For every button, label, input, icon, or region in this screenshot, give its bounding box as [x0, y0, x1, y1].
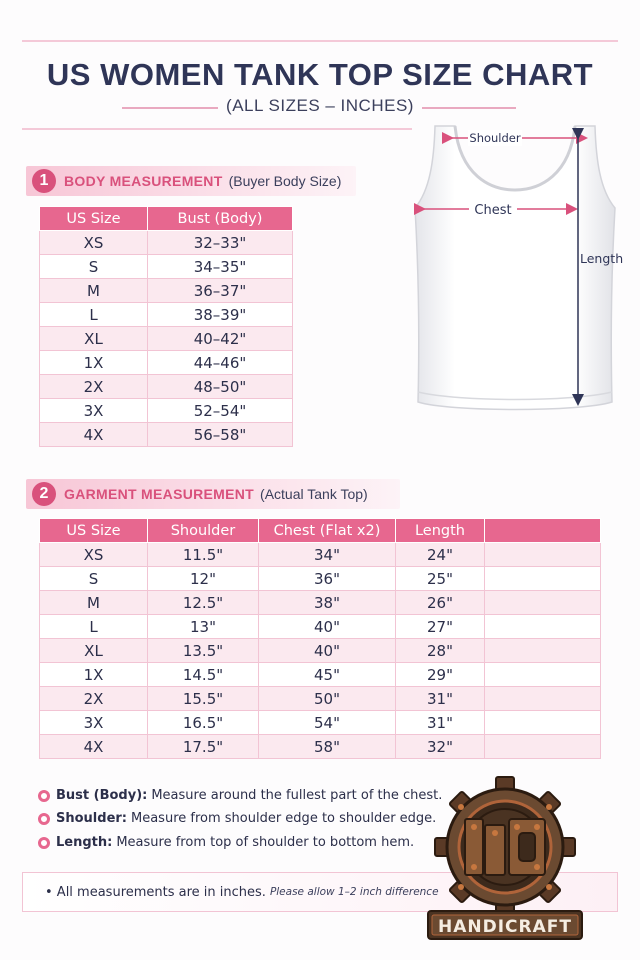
section-number-badge: 2 [32, 482, 56, 506]
size-cell: S [40, 255, 148, 279]
table-row [40, 543, 601, 567]
shoulder-label: Shoulder [469, 131, 521, 145]
garment-measurement-banner [26, 479, 400, 509]
bullet-ring-icon [38, 813, 50, 825]
section-title: GARMENT MEASUREMENT [64, 486, 255, 502]
measurement-cell: 11.5" [148, 543, 259, 567]
measurement-cell: 32" [396, 735, 485, 759]
measurement-cell: 31" [396, 711, 485, 735]
note-length [38, 835, 414, 850]
size-cell: 1X [40, 663, 148, 687]
measurement-cell: 26" [396, 591, 485, 615]
size-cell: 3X [40, 399, 148, 423]
table-row [40, 279, 293, 303]
note-text: Measure around the fullest part of the chest. [151, 788, 443, 803]
length-label: Length [580, 251, 624, 266]
body-measurement-banner [26, 166, 356, 196]
size-cell: 4X [40, 735, 148, 759]
note-text: Measure from top of shoulder to bottom hem. [116, 835, 415, 850]
measurement-cell: 14.5" [148, 663, 259, 687]
tank-top-diagram [400, 120, 630, 420]
size-cell: 3X [40, 711, 148, 735]
gear-logo-icon [420, 775, 590, 950]
column-header: Bust (Body) [148, 207, 293, 231]
measurement-cell: 58" [259, 735, 396, 759]
footer-main-text: • All measurements are in inches. [45, 884, 266, 900]
measurement-cell: 16.5" [148, 711, 259, 735]
measurement-cell: 34" [259, 543, 396, 567]
table-row [40, 255, 293, 279]
measurement-cell: 13" [148, 615, 259, 639]
table-row [40, 303, 293, 327]
table-row [40, 615, 601, 639]
column-header: Length [396, 519, 485, 543]
size-cell: M [40, 279, 148, 303]
handicraft-logo [420, 775, 590, 950]
section-number-badge: 1 [32, 169, 56, 193]
table-row [40, 735, 601, 759]
table-row [40, 399, 293, 423]
note-term: Bust (Body): [56, 788, 148, 803]
measurement-cell: 13.5" [148, 639, 259, 663]
column-header: US Size [40, 207, 148, 231]
measurement-cell [485, 567, 601, 591]
table-row [40, 327, 293, 351]
measurement-cell: 40–42" [148, 327, 293, 351]
size-cell: S [40, 567, 148, 591]
footer-sub-text: Please allow 1–2 inch difference [269, 886, 439, 898]
garment-measurement-table [39, 518, 601, 759]
measurement-cell: 44–46" [148, 351, 293, 375]
measurement-cell [485, 663, 601, 687]
table-row [40, 639, 601, 663]
note-text: Measure from shoulder edge to shoulder edge. [131, 811, 437, 826]
measurement-cell: 45" [259, 663, 396, 687]
measurement-cell: 17.5" [148, 735, 259, 759]
size-cell: L [40, 615, 148, 639]
note-shoulder [38, 811, 436, 826]
measurement-cell: 54" [259, 711, 396, 735]
size-cell: 2X [40, 375, 148, 399]
measurement-cell: 38–39" [148, 303, 293, 327]
column-header: US Size [40, 519, 148, 543]
measurement-cell: 50" [259, 687, 396, 711]
column-header: Chest (Flat x2) [259, 519, 396, 543]
size-cell: 2X [40, 687, 148, 711]
measurement-cell: 40" [259, 639, 396, 663]
note-bust [38, 788, 442, 803]
measurement-cell: 34–35" [148, 255, 293, 279]
tank-top-illustration [400, 120, 630, 420]
bullet-ring-icon [38, 837, 50, 849]
note-term: Length: [56, 835, 113, 850]
column-header: Shoulder [148, 519, 259, 543]
section-title: BODY MEASUREMENT [64, 173, 223, 189]
section-subtitle: (Buyer Body Size) [228, 173, 342, 189]
size-cell: XL [40, 639, 148, 663]
measurement-cell: 40" [259, 615, 396, 639]
section-subtitle: (Actual Tank Top) [260, 486, 368, 502]
size-cell: XS [40, 231, 148, 255]
measurement-cell: 56–58" [148, 423, 293, 447]
page-title: US WOMEN TANK TOP SIZE CHART [46, 57, 594, 92]
measurement-cell: 27" [396, 615, 485, 639]
size-cell: M [40, 591, 148, 615]
table-row [40, 375, 293, 399]
size-cell: XL [40, 327, 148, 351]
measurement-cell: 48–50" [148, 375, 293, 399]
measurement-cell: 24" [396, 543, 485, 567]
measurement-cell: 25" [396, 567, 485, 591]
measurement-cell [485, 687, 601, 711]
bullet-ring-icon [38, 790, 50, 802]
logo-text: HANDICRAFT [438, 917, 572, 937]
measurement-cell: 36" [259, 567, 396, 591]
measurement-cell: 38" [259, 591, 396, 615]
body-measurement-table [39, 206, 293, 447]
measurement-cell: 12" [148, 567, 259, 591]
table-row [40, 351, 293, 375]
measurement-cell [485, 735, 601, 759]
table-row [40, 663, 601, 687]
measurement-cell: 36–37" [148, 279, 293, 303]
measurement-cell: 12.5" [148, 591, 259, 615]
page-subtitle: (ALL SIZES – INCHES) [218, 96, 422, 116]
table-row [40, 423, 293, 447]
chest-label: Chest [474, 203, 512, 218]
measurement-cell: 52–54" [148, 399, 293, 423]
table-header-row [40, 207, 293, 231]
measurement-cell: 31" [396, 687, 485, 711]
table-row [40, 231, 293, 255]
measurement-cell [485, 711, 601, 735]
table-header-row [40, 519, 601, 543]
measurement-cell: 15.5" [148, 687, 259, 711]
measurement-cell: 29" [396, 663, 485, 687]
table-row [40, 711, 601, 735]
size-cell: L [40, 303, 148, 327]
size-cell: XS [40, 543, 148, 567]
size-cell: 4X [40, 423, 148, 447]
column-header [485, 519, 601, 543]
measurement-cell: 28" [396, 639, 485, 663]
size-cell: 1X [40, 351, 148, 375]
note-term: Shoulder: [56, 811, 127, 826]
measurement-cell [485, 591, 601, 615]
table-row [40, 567, 601, 591]
table-row [40, 591, 601, 615]
measurement-cell [485, 639, 601, 663]
top-rule [22, 40, 618, 42]
measurement-cell [485, 615, 601, 639]
table-row [40, 687, 601, 711]
measurement-cell [485, 543, 601, 567]
header-rule [22, 128, 412, 130]
measurement-cell: 32–33" [148, 231, 293, 255]
